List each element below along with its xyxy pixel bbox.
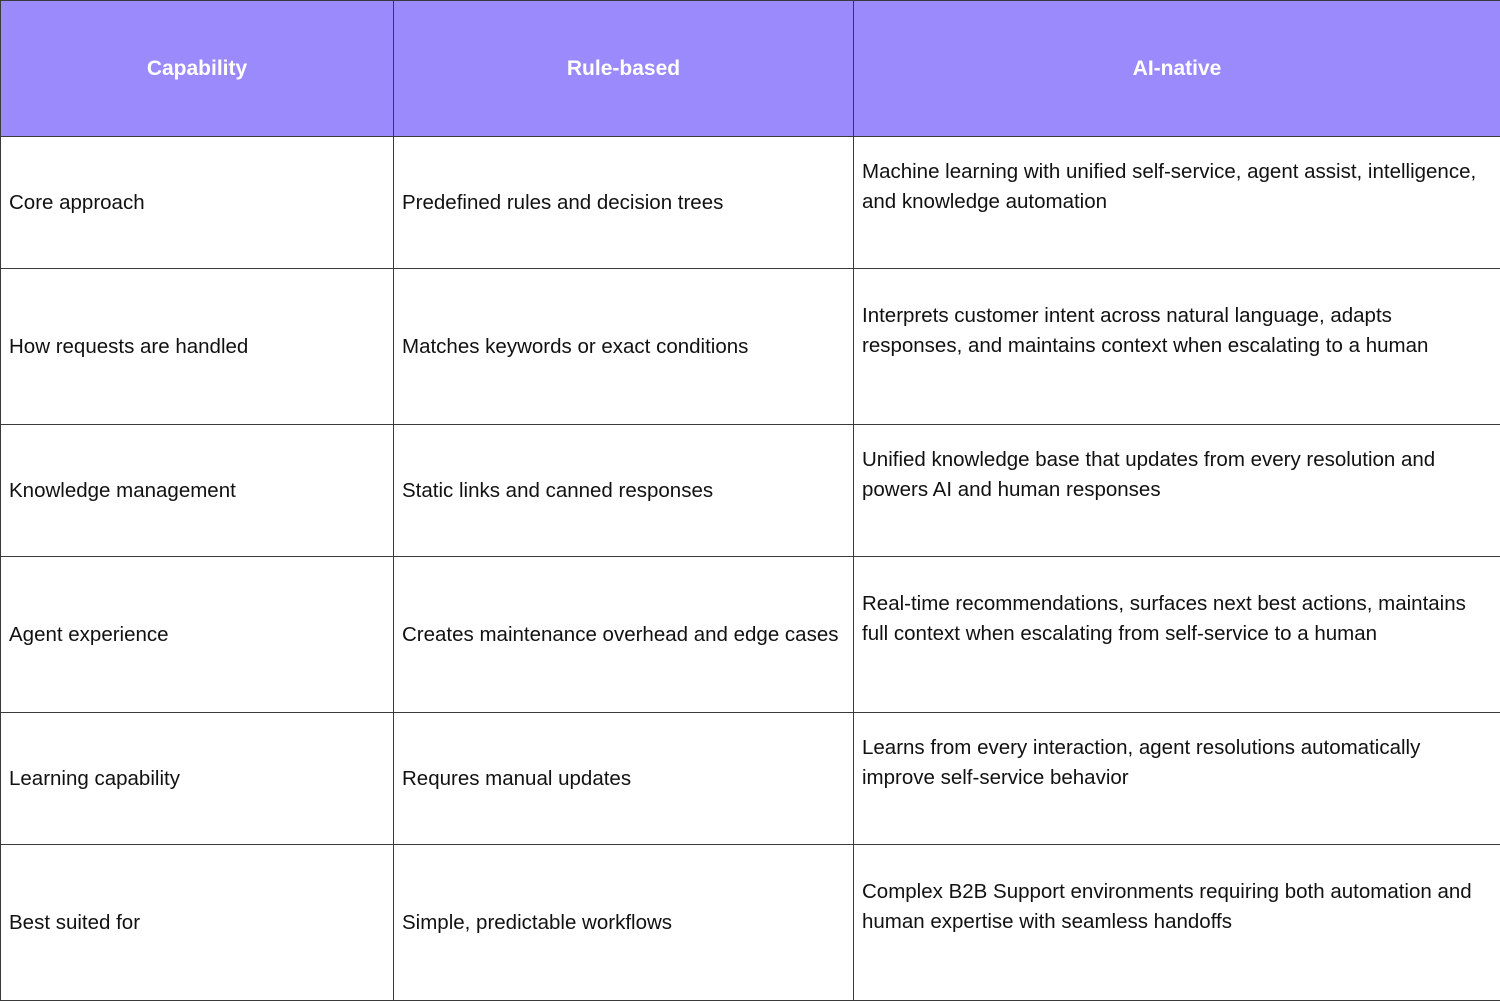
ai-native-cell [854, 713, 1500, 845]
table-row [1, 713, 1500, 845]
table-row [1, 137, 1500, 269]
table-row [1, 269, 1500, 425]
ai-native-cell [854, 425, 1500, 557]
rule-based-text: Static links and canned responses [402, 479, 713, 502]
capability-cell [1, 845, 394, 1001]
header-ai-native: AI-native [854, 1, 1500, 137]
table-row [1, 845, 1500, 1001]
table-row [1, 425, 1500, 557]
ai-native-cell [854, 557, 1500, 713]
rule-based-text: Matches keywords or exact conditions [402, 335, 748, 358]
ai-native-cell [854, 845, 1500, 1001]
ai-native-text: Unified knowledge base that updates from every resolution and powers AI and human responses [862, 445, 1492, 505]
capability-label: Knowledge management [9, 479, 236, 502]
rule-based-cell [394, 557, 854, 713]
header-rule-based: Rule-based [394, 1, 854, 137]
rule-based-text: Requres manual updates [402, 767, 631, 790]
rule-based-text: Predefined rules and decision trees [402, 191, 723, 214]
header-capability: Capability [1, 1, 394, 137]
capability-label: Best suited for [9, 911, 140, 934]
rule-based-text: Simple, predictable workflows [402, 911, 672, 934]
ai-native-text: Complex B2B Support environments requiring both automation and human expertise with seamless handoffs [862, 877, 1492, 937]
capability-cell [1, 557, 394, 713]
ai-native-text: Interprets customer intent across natural language, adapts responses, and maintains context when escalating to a human [862, 301, 1492, 361]
ai-native-cell [854, 137, 1500, 269]
capability-cell [1, 713, 394, 845]
table-header-row [1, 1, 1500, 137]
capability-cell [1, 269, 394, 425]
rule-based-cell [394, 845, 854, 1001]
capability-label: Agent experience [9, 623, 169, 646]
ai-native-text: Learns from every interaction, agent resolutions automatically improve self-service behavior [862, 733, 1492, 793]
ai-native-text: Machine learning with unified self-service, agent assist, intelligence, and knowledge automation [862, 157, 1492, 217]
ai-native-text: Real-time recommendations, surfaces next best actions, maintains full context when escalating from self-service to a human [862, 589, 1492, 649]
table-row [1, 557, 1500, 713]
rule-based-cell [394, 713, 854, 845]
capability-cell [1, 425, 394, 557]
capability-label: How requests are handled [9, 335, 248, 358]
rule-based-text: Creates maintenance overhead and edge cases [402, 623, 839, 646]
capability-label: Core approach [9, 191, 145, 214]
rule-based-cell [394, 269, 854, 425]
rule-based-cell [394, 425, 854, 557]
capability-cell [1, 137, 394, 269]
ai-native-cell [854, 269, 1500, 425]
rule-based-cell [394, 137, 854, 269]
capability-label: Learning capability [9, 767, 180, 790]
